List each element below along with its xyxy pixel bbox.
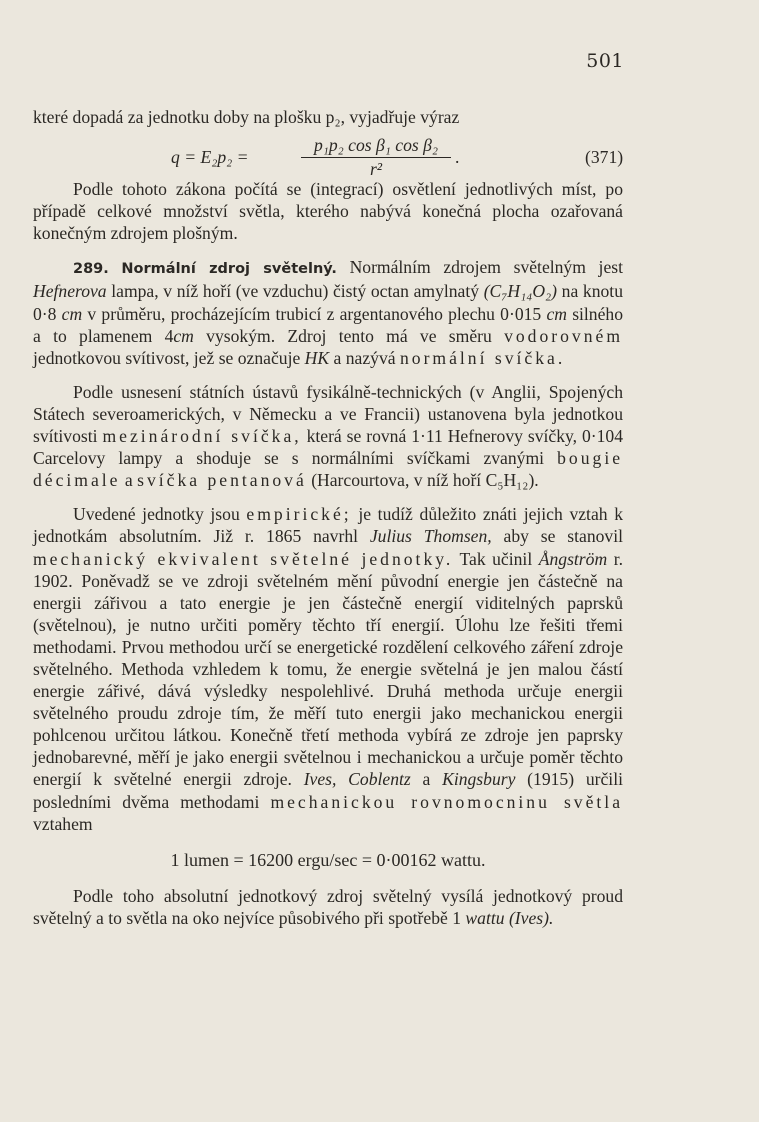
paragraph-international-candle: Podle usnesení státních ústavů fysikálně-technických (v Anglii, Spojených Státech severoamerických, v Německu a ve Francii) ustanovena byla jednotkou svítivosti mezinárodní svíčka, která se rovná 1·11 Hefnerovy svíčky, 0·104 Carcelovy lampy a shoduje se s normálními svíčkami zvanými bougie décimale a svíčka pentanová (Harcourtova, v níž hoří C₅H₁₂). (33, 381, 624, 491)
equation-fraction (301, 134, 451, 180)
equation-lhs: q = E₂p₂ = (171, 147, 249, 168)
paragraph-integration: Podle tohoto zákona počítá se (integrací) osvětlení jednotlivých míst, po případě celkové množství světla, kterého nabývá konečná plocha ozařovaná konečným zdrojem plošným. (33, 179, 623, 244)
section-number: 289. (73, 261, 109, 278)
equation-label: (371) (585, 147, 624, 168)
section-289: 289. Normální zdroj světelný. Normálním zdrojem světelným jest Hefnerova lampa, v níž hoří (ve vzduchu) čistý octan amylnatý (C₇H₁₄O₂) na knotu 0·8 cm v průměru, procházejícím trubicí z argentanového plechu 0·015 cm silného a to plamenem 4cm vysokým. Zdroj tento má ve směru vodorovném jednotkovou svítivost, jež se označuje HK a nazývá normální svíčka. (33, 257, 624, 368)
equation-end: . (455, 147, 460, 168)
equation-lumen: 1 lumen = 16200 ergu/sec = 0·00162 wattu. (170, 849, 486, 870)
paragraph-mechanical-equivalent: Uvedené jednotky jsou empirické; je tudíž důležito znáti jejich vztah k jednotkám absolutním. Již r. 1865 navrhl Julius Thomsen, aby se stanovil mechanický ekvivalent světelné jednotky. Tak učinil Ångström r. 1902. Poněvadž se ve zdroji světelném mění původní energie jen částečně na energii zářivou a tato energie je jen částečně energií viditelných paprsků (světelnou), je nutno určiti poměry těchto tří energií. Úlohu lze řešiti třemi methodami. Prvou methodou určí se energetické rozdělení celkového záření zdroje světelného. Methoda vzhledem k tomu, že energie světelná je jen malou částí energie zářivé, dává výsledky nespolehlivé. Druhá methoda určuje energii světelného proudu zdroje tím, že měří tuto energii jako mechanickou energii pohlcenou určitou látkou. Konečně třetí methoda vybírá ze zdroje jen paprsky jednobarevné, měří je jako energii světelnou i mechanickou a určuje poměr těchto energií k světelné energii zdroje. Ives, Coblentz a Kingsbury (1915) určili posledními dvěma methodami mechanickou rovnomocninu světla vztahem (33, 504, 624, 834)
section-title: Normální zdroj světelný. (121, 261, 337, 278)
equation-371 (33, 134, 624, 180)
paragraph-absolute-source: Podle toho absolutní jednotkový zdroj světelný vysílá jednotkový proud světelný a to světla na oko nejvíce působivého při spotřebě 1 wattu (Ives). (33, 885, 623, 928)
page-text (33, 106, 623, 929)
page-number: 501 (586, 50, 624, 72)
equation-numerator: p₁p₂ cos β₁ cos β₂ (301, 134, 451, 158)
equation-denominator: r² (369, 159, 383, 180)
intro-line: které dopadá za jednotku doby na plošku p₂, vyjadřuje výraz (33, 107, 460, 127)
chemical-formula: (C₇H₁₄O₂) (483, 281, 558, 302)
